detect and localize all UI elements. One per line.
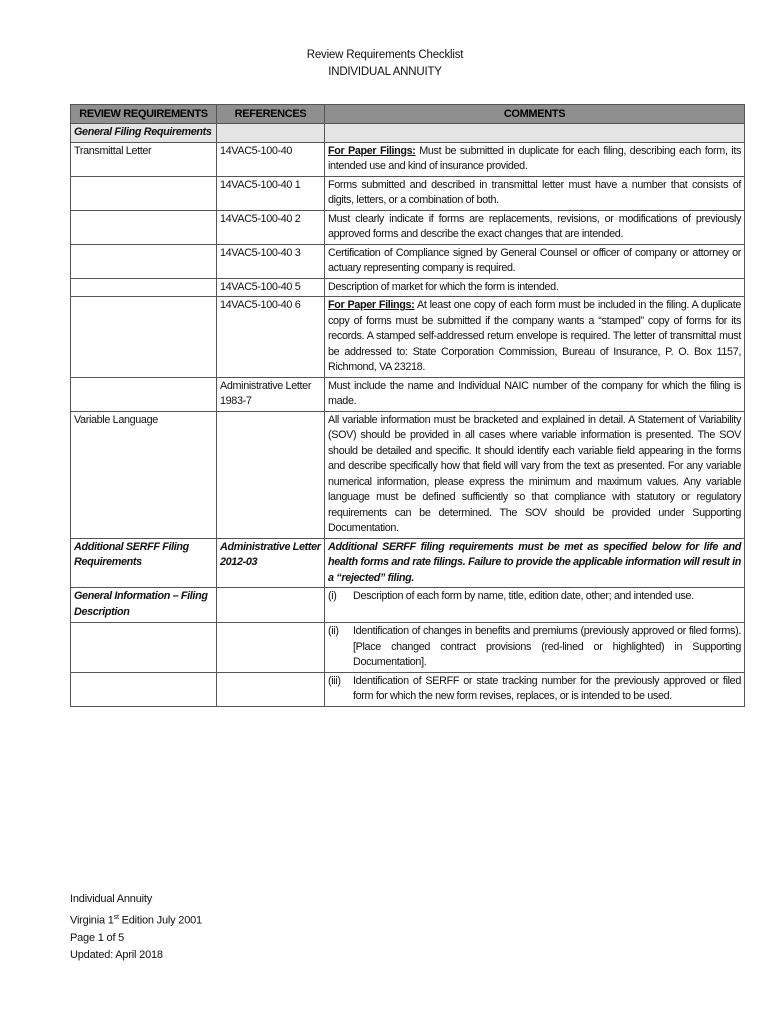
table-row xyxy=(71,588,745,623)
column-header-comments: COMMENTS xyxy=(325,105,745,124)
section-title: General Filing Requirements xyxy=(71,124,217,143)
reference-cell: 14VAC5-100-40 xyxy=(217,142,325,176)
table-row xyxy=(71,142,745,176)
document-subtitle: INDIVIDUAL ANNUITY xyxy=(328,66,442,78)
comment-cell: Additional SERFF filing requirements must be met as specified below for life and health forms and rate filings. Failure to provide the applicable information will result in a “rejected” filing. xyxy=(325,538,745,588)
comment-text: At least one copy of each form must be included in the filing. A duplicate copy of forms must be submitted if the company wants a “stamped” copy of forms for its records. A stamped self-addressed return envelope is required. The letter of transmittal must be addressed to: State Corporation Commission, Bureau of Insurance, P. O. Box 1157, Richmond, VA 23218. xyxy=(328,299,741,373)
table-row xyxy=(71,377,745,411)
table-cell xyxy=(71,377,217,411)
reference-cell: 14VAC5-100-40 5 xyxy=(217,278,325,297)
page-title xyxy=(0,47,770,81)
table-cell xyxy=(71,672,217,706)
item-number: (iii) xyxy=(328,674,341,687)
table-cell xyxy=(217,588,325,623)
requirement-label: Additional SERFF Filing Requirements xyxy=(71,538,217,588)
table-cell xyxy=(71,623,217,673)
comment-cell: Must clearly indicate if forms are replacements, revisions, or modifications of previously approved forms and describe the exact changes that are intended. xyxy=(325,210,745,244)
table-row xyxy=(71,623,745,673)
reference-cell: Administrative Letter 1983-7 xyxy=(217,377,325,411)
comment-cell: Certification of Compliance signed by General Counsel or officer of company or attorney or actuary representing company is required. xyxy=(325,244,745,278)
comment-cell: All variable information must be bracketed and explained in detail. A Statement of Variability (SOV) should be provided in all cases where variable information is presented. The SOV should be detailed and specific. It should identify each variable field appearing in the forms and describe specifically how that field will vary from the text as presented. For any variable numerical information, please express the minimum and maximum values. Any variable language must be defined sufficiently so that compliance with statutory or regulatory requirements can be determined. The SOV should be provided under Supporting Documentation. xyxy=(325,411,745,538)
comment-cell: Description of market for which the form is intended. xyxy=(325,278,745,297)
table-cell xyxy=(217,672,325,706)
reference-cell: Administrative Letter 2012-03 xyxy=(217,538,325,588)
comment-lead: For Paper Filings: xyxy=(328,299,415,311)
table-cell xyxy=(325,124,745,143)
footer-page-number: Page 1 of 5 xyxy=(70,931,125,944)
table-row xyxy=(71,538,745,588)
table-cell xyxy=(71,244,217,278)
requirement-label: Variable Language xyxy=(71,411,217,538)
comment-cell xyxy=(325,623,745,673)
item-number: (i) xyxy=(328,590,337,602)
comment-lead: For Paper Filings: xyxy=(328,144,416,157)
column-header-review: REVIEW REQUIREMENTS xyxy=(71,105,217,124)
requirement-label: General Information – Filing Description xyxy=(71,588,217,623)
comment-cell xyxy=(325,297,745,378)
item-text: Identification of changes in benefits and premiums (previously approved or filed forms). [Place changed contract provisions (red-lined or highlighted) in Supporting Documentation]. xyxy=(353,625,741,668)
section-row xyxy=(71,124,745,143)
comment-cell xyxy=(325,142,745,176)
table-row xyxy=(71,210,745,244)
item-text: Description of each form by name, title, edition date, other; and intended use. xyxy=(353,590,694,602)
table-row xyxy=(71,244,745,278)
requirements-table xyxy=(70,104,745,707)
requirement-label: Transmittal Letter xyxy=(71,142,217,176)
footer-document-name: Individual Annuity xyxy=(70,893,153,905)
table-header-row xyxy=(71,105,745,124)
document-title: Review Requirements Checklist xyxy=(306,49,464,61)
table-cell xyxy=(217,411,325,538)
page-footer xyxy=(70,891,202,965)
table-row xyxy=(71,278,745,297)
table-cell xyxy=(71,278,217,297)
item-text: Identification of SERFF or state tracking number for the previously approved or filed form for which the new form revises, replaces, or is intended to be used. xyxy=(353,674,741,702)
reference-cell: 14VAC5-100-40 2 xyxy=(217,210,325,244)
table-row xyxy=(71,176,745,210)
table-row xyxy=(71,297,745,378)
table-cell xyxy=(217,623,325,673)
column-header-references: REFERENCES xyxy=(217,105,325,124)
comment-text: Must be submitted in duplicate for each filing, describing each form, its intended use and kind of insurance provided. xyxy=(328,144,742,172)
table-cell xyxy=(217,124,325,143)
comment-cell: Must include the name and Individual NAIC number of the company for which the filing is made. xyxy=(325,377,745,411)
reference-cell: 14VAC5-100-40 3 xyxy=(217,244,325,278)
table-cell xyxy=(71,297,217,378)
table-row xyxy=(71,411,745,538)
table-cell xyxy=(71,176,217,210)
comment-cell xyxy=(325,672,745,706)
table-cell xyxy=(71,210,217,244)
reference-cell: 14VAC5-100-40 6 xyxy=(217,297,325,378)
footer-updated: Updated: April 2018 xyxy=(70,949,163,962)
footer-edition: Virginia 1st Edition July 2001 xyxy=(70,913,202,927)
item-number: (ii) xyxy=(328,625,339,637)
table-row xyxy=(71,672,745,706)
comment-cell xyxy=(325,588,745,623)
reference-cell: 14VAC5-100-40 1 xyxy=(217,176,325,210)
comment-cell: Forms submitted and described in transmittal letter must have a number that consists of digits, letters, or a combination of both. xyxy=(325,176,745,210)
